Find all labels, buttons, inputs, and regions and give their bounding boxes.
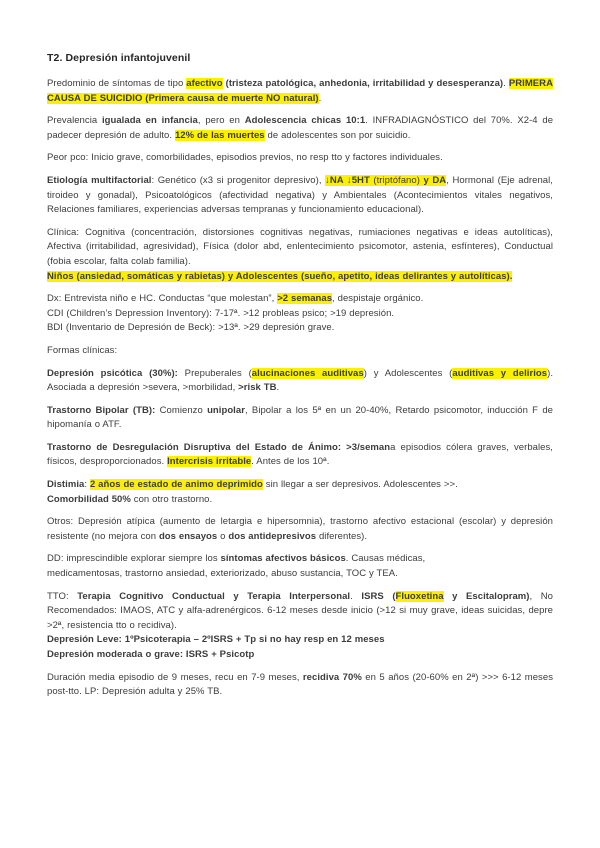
paragraph-tratamiento (47, 590, 553, 663)
text-run: Prepuberales ( (177, 367, 252, 379)
paragraph-diagnostico-diferencial (47, 552, 553, 581)
text-run: Depresión Leve: 1ºPsicoterapia – 2ºISRS + Tp si no hay resp en 12 meses (47, 634, 385, 646)
text-run: , pero en (197, 115, 245, 127)
text-run: igualada en infancia (101, 115, 198, 127)
text-run: : (84, 479, 90, 491)
text-run: síntomas afectivos básicos (220, 553, 346, 565)
paragraph-trastorno-bipolar (47, 404, 553, 433)
text-run: Depresión moderada o grave: ISRS + Psicotp (47, 649, 255, 660)
text-run: en 5 años (20-60% en 2ª) >>> 6-12 meses post-tto. LP: Depresión adulta y 25% TB. (47, 671, 553, 698)
text-run: o (217, 530, 229, 542)
text-run: Duración media episodio de 9 meses, recu en 7-9 meses, (47, 671, 303, 683)
text-run: Clínica: Cognitiva (concentración, distorsiones cognitivas negativas, rumiaciones negativas e ideas autolíticas), Afectiva (irritabilidad, agresividad), Física (dolor abd, enlentecimiento psicomotor, astenia, esfínteres), Conductual (fobia escolar, falta colab familia). (47, 226, 553, 267)
text-run: BDI (Inventario de Depresión de Beck): >13ª. >29 depresión grave. (47, 322, 335, 334)
text-run: Prevalencia (47, 115, 102, 127)
text-run: medicamentosas, trastorno ansiedad, exteriorizado, abuso sustancia, TOC y TEA. (47, 568, 398, 580)
text-run: >risk TB (238, 382, 277, 394)
paragraph-duracion (47, 671, 553, 700)
paragraph-desregulacion-disruptiva (47, 441, 553, 470)
text-run: , Bipolar a los 5ª en un 20-40%, Retardo psicomotor, inducción F de hipomanía o ATF. (47, 404, 553, 431)
paragraph-predominio (47, 77, 553, 106)
text-run: dos antidepresivos (228, 530, 317, 542)
text-run: Comorbilidad 50% (47, 493, 131, 505)
text-run: TTO: (47, 590, 78, 602)
text-run: ). Asociada a depresión >severa, >morbilidad, (47, 367, 554, 394)
text-run: Intercrisis irritable (167, 456, 252, 468)
text-run: Adolescencia chicas 10:1 (244, 115, 366, 127)
text-run: ISRS ( (361, 590, 396, 602)
text-run: Fluoxetina (395, 590, 444, 602)
text-run: 2 años de estado de animo deprimido (89, 479, 263, 491)
text-run: . (276, 382, 280, 394)
text-run: Niños (ansiedad, somáticas y rabietas) y Adolescentes (sueño, apetito, ideas delirantes y autolíticas). (47, 270, 513, 282)
paragraph-distimia (47, 478, 553, 507)
text-run: Etiología multifactorial (47, 174, 152, 186)
paragraph-etiologia (47, 174, 553, 218)
text-run: Peor pco: Inicio grave, comorbilidades, episodios previos, no resp tto y factores individuales. (47, 152, 443, 164)
text-run: ↓NA ↓5HT (325, 174, 370, 186)
text-run: (tristeza patológica, anhedonia, irritabilidad y desesperanza) (225, 78, 504, 89)
text-run: 12% de las muertes (174, 129, 265, 141)
text-run: >2 semanas (277, 293, 333, 305)
text-run: sin llegar a ser depresivos. Adolescentes >>. (262, 479, 458, 491)
paragraph-formas-clinicas (47, 344, 553, 359)
text-run: y Escitalopram) (443, 590, 530, 602)
text-run: y DA (423, 174, 447, 186)
text-run: de adolescentes son por suicidio. (264, 129, 411, 141)
text-run: , No Recomendados: IMAOS, ATC y alfa-adrenérgicos. 6-12 meses desde inicio (>12 si muy grave, ideas suicidas, depre >2ª, resistencia tto o recidiva). (47, 590, 553, 631)
text-run: DD: imprescindible explorar siempre los (47, 553, 221, 565)
text-run: . Antes de los 10ª. (251, 456, 330, 468)
text-run: Comienzo (155, 404, 208, 416)
text-run: recidiva 70% (302, 671, 362, 683)
text-run: Depresión psicótica (30%): (47, 367, 178, 379)
paragraph-diagnostico (47, 292, 553, 336)
text-run: CDI (Children’s Depression Inventory): 7-17ª. >12 probleas psico; >19 depresión. (47, 307, 395, 319)
text-run: unipolar (207, 404, 245, 416)
text-run: PRIMERA CAUSA DE SUICIDIO (Primera causa de muerte NO natural) (47, 78, 553, 104)
text-run: Trastorno Bipolar (TB): (47, 404, 156, 416)
text-run: , Hormonal (Eje adrenal, tiroideo y gonadal), Psicoatológicos (afectividad negativa) y Ambientales (Acontecimientos vitales negativos, Relaciones familiares, experiencias adversas tempranas y funcionamiento educacional). (47, 174, 553, 216)
text-run: . (503, 78, 509, 89)
text-run: . Causas médicas, (345, 553, 426, 565)
text-run: : Genético (x3 si progenitor depresivo), (151, 174, 326, 186)
text-run: alucinaciones auditivas (251, 367, 364, 379)
document-body (47, 77, 553, 700)
text-run: Distimia (47, 479, 85, 491)
text-run: . (318, 92, 322, 104)
text-run: Otros: Depresión atípica (aumento de letargia e hipersomnia), trastorno afectivo estacional (escolar) y depresión resistente (no mejora con (47, 516, 553, 542)
paragraph-depresion-psicotica (47, 367, 553, 396)
paragraph-prevalencia (47, 114, 553, 143)
text-run: diferentes). (316, 530, 368, 542)
document-title: T2. Depresión infantojuvenil (47, 52, 191, 64)
text-run: . INFRADIAGNÓSTICO del 70%. X2-4 de padecer depresión de adulto. (47, 115, 554, 141)
text-run: a episodios cólera graves, verbales, físicos, desproporcionados. (47, 441, 553, 468)
text-run: (triptófano) (369, 174, 424, 186)
text-run: , despistaje orgánico. (332, 293, 424, 305)
text-run: Predominio de síntomas de tipo (47, 78, 187, 89)
text-run: Terapia Cognitivo Conductual y Terapia Interpersonal (77, 590, 351, 602)
text-run: auditivas y delirios (452, 367, 548, 379)
text-run: dos ensayos (158, 530, 218, 542)
text-run: Trastorno de Desregulación Disruptiva del Estado de Ánimo: >3/seman (47, 441, 391, 453)
paragraph-clinica (47, 226, 553, 284)
text-run: ) y Adolescentes ( (363, 367, 453, 379)
text-run: afectivo (186, 78, 223, 89)
text-run: con otro trastorno. (130, 493, 213, 505)
text-run: Dx: Entrevista niño e HC. Conductas “que molestan”, (47, 293, 278, 305)
text-run: Formas clínicas: (47, 344, 118, 356)
paragraph-otros (47, 515, 553, 544)
paragraph-peor-pronostico (47, 151, 553, 166)
text-run: . (350, 590, 362, 602)
